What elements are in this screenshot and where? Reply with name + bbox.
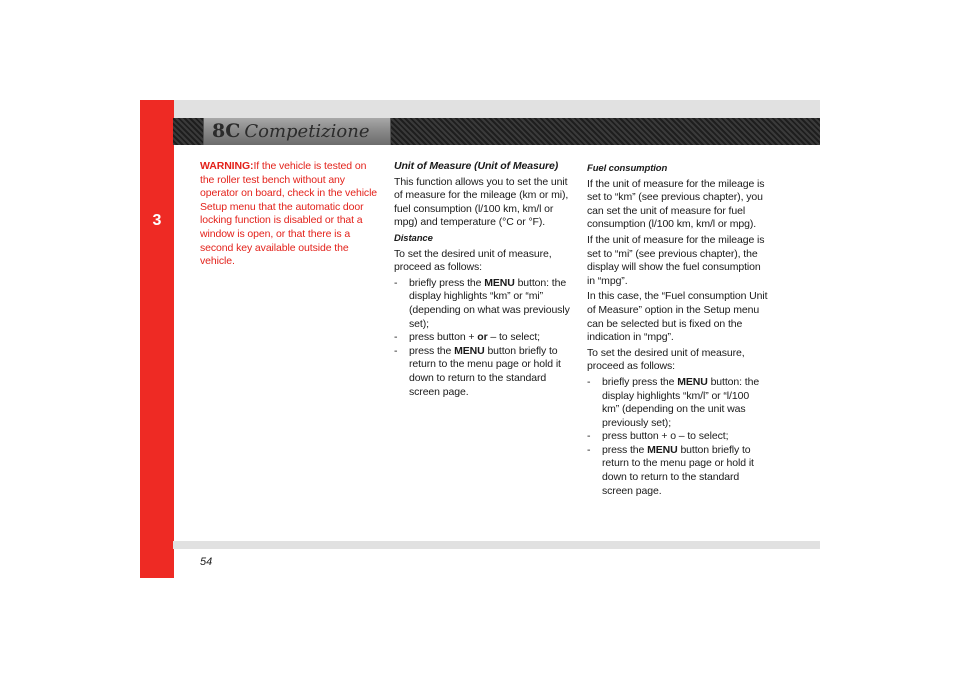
warning-label: WARNING: — [200, 160, 254, 172]
top-grey-bar — [173, 100, 820, 118]
fuel-steps — [587, 376, 769, 498]
distance-steps — [394, 277, 572, 399]
section-title: Unit of Measure (Unit of Measure) — [394, 160, 559, 172]
list-item: - briefly press the MENU button: the display highlights “km” or “mi” (depending on what was previously set); — [394, 276, 570, 330]
distance-intro: To set the desired unit of measure, proceed as follows: — [394, 247, 552, 274]
chapter-number: 3 — [152, 212, 162, 229]
list-dash: - — [394, 331, 398, 344]
list-item: - briefly press the MENU button: the display highlights “km/l” or “l/100 km” (depending on the unit was previously set); — [587, 375, 760, 429]
fuel-intro: To set the desired unit of measure, proceed as follows: — [587, 346, 745, 373]
warning-column — [200, 160, 378, 271]
page-number: 54 — [200, 556, 213, 568]
list-item: - press button + o – to select; — [587, 430, 729, 443]
list-item: - press the MENU button briefly to return to the menu page or hold it down to return to the standard screen page. — [394, 344, 561, 398]
list-dash: - — [394, 276, 398, 289]
unit-of-measure-column — [394, 160, 572, 399]
fuel-paragraph-1: If the unit of measure for the mileage is set to “km” (see previous chapter), you can set the unit of measure for fuel consumption (l/100 km, km/l or mpg). — [587, 177, 765, 231]
fuel-title: Fuel consumption — [587, 163, 668, 174]
list-dash: - — [394, 344, 398, 357]
warning-paragraph — [200, 160, 378, 269]
bottom-grey-bar — [173, 541, 820, 549]
list-dash: - — [587, 443, 591, 456]
logo-model-name: Competizione — [244, 121, 370, 142]
list-dash: - — [587, 430, 591, 443]
section-intro: This function allows you to set the unit of measure for the mileage (km or mi), fuel consumption (l/100 km, km/l or mpg) and temperature (°C or °F). — [394, 175, 569, 229]
list-dash: - — [587, 375, 591, 388]
list-item: - press button + or – to select; — [394, 331, 540, 344]
logo-model-number: 8C — [212, 120, 241, 142]
distance-title: Distance — [394, 232, 433, 244]
brand-logo — [212, 121, 370, 141]
list-item: - press the MENU button briefly to return to the menu page or hold it down to return to the standard screen page. — [587, 443, 754, 497]
warning-text: If the vehicle is tested on the roller test bench without any operator on board, check in the vehicle Setup menu that the automatic door locking function is disabled or that a window is open, or that there is a second key available outside the vehicle. — [200, 160, 378, 268]
fuel-paragraph-3: In this case, the “Fuel consumption Unit of Measure” option in the Setup menu can be selected but is fixed on the indication in “mpg”. — [587, 290, 768, 344]
fuel-paragraph-2: If the unit of measure for the mileage is set to “mi” (see previous chapter), the display will show the fuel consumption in “mpg”. — [587, 233, 765, 287]
chapter-tab — [140, 100, 174, 578]
fuel-consumption-column — [587, 160, 769, 498]
